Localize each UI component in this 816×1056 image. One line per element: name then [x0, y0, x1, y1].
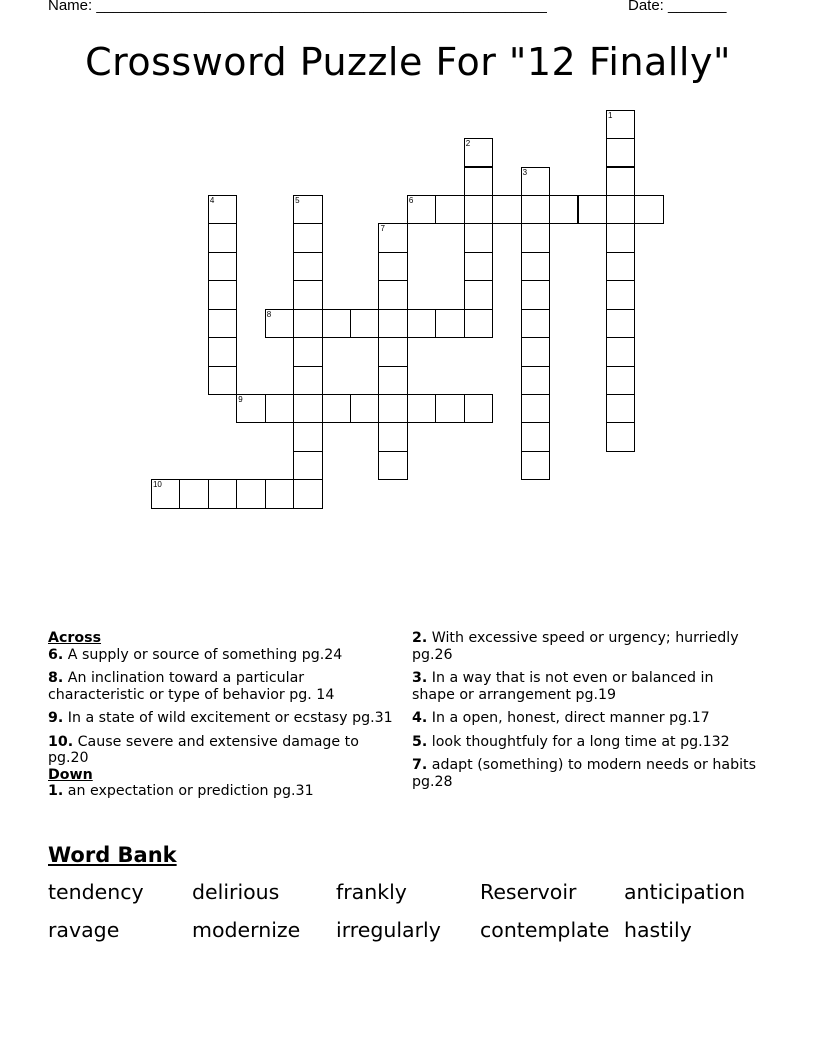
crossword-cell[interactable]	[521, 394, 550, 423]
crossword-cell[interactable]	[236, 394, 265, 423]
clue-text: In a open, honest, direct manner pg.17	[427, 710, 710, 726]
crossword-cell[interactable]	[521, 252, 550, 281]
word-bank-item: modernize	[192, 918, 301, 942]
across-heading: Across	[48, 630, 102, 646]
crossword-cell[interactable]	[464, 280, 493, 309]
clues-right-column	[412, 630, 757, 797]
crossword-cell[interactable]	[464, 252, 493, 281]
crossword-cell[interactable]	[464, 309, 493, 338]
crossword-cell[interactable]	[407, 394, 436, 423]
crossword-cell[interactable]	[521, 195, 550, 224]
crossword-cell[interactable]	[521, 309, 550, 338]
crossword-cell[interactable]	[208, 366, 237, 395]
crossword-cell[interactable]	[606, 110, 635, 139]
crossword-cell[interactable]	[208, 223, 237, 252]
word-bank-item: Reservoir	[480, 880, 577, 904]
crossword-cell[interactable]	[208, 252, 237, 281]
crossword-cell[interactable]	[606, 167, 635, 196]
crossword-cell[interactable]	[464, 394, 493, 423]
crossword-cell[interactable]	[293, 422, 322, 451]
crossword-cell[interactable]	[606, 195, 635, 224]
clue-down-3	[412, 670, 757, 703]
crossword-cell[interactable]	[378, 309, 407, 338]
crossword-cell[interactable]	[179, 479, 208, 508]
crossword-cell[interactable]	[293, 366, 322, 395]
crossword-cell[interactable]	[293, 337, 322, 366]
word-bank	[48, 880, 788, 942]
clue-text: With excessive speed or urgency; hurriedly pg.26	[412, 630, 739, 663]
word-bank-item: delirious	[192, 880, 280, 904]
crossword-cell[interactable]	[322, 394, 351, 423]
crossword-cell[interactable]	[378, 280, 407, 309]
crossword-cell[interactable]	[151, 479, 180, 508]
crossword-cell[interactable]	[606, 138, 635, 167]
down-heading: Down	[48, 766, 93, 783]
crossword-cell[interactable]	[435, 394, 464, 423]
cell-number: 1	[607, 110, 613, 120]
crossword-cell[interactable]	[578, 195, 607, 224]
word-bank-item: tendency	[48, 880, 144, 904]
crossword-cell[interactable]	[464, 167, 493, 196]
clue-down-5	[412, 734, 757, 751]
name-field[interactable]: Name: ______________________________________________________	[48, 0, 547, 14]
crossword-cell[interactable]	[492, 195, 521, 224]
clue-down-7	[412, 757, 757, 790]
clue-number: 1.	[48, 783, 64, 799]
crossword-cell[interactable]	[606, 337, 635, 366]
cell-number: 8	[266, 309, 272, 319]
cell-number: 2	[465, 139, 471, 149]
crossword-cell[interactable]	[208, 280, 237, 309]
cell-number: 10	[152, 480, 162, 490]
clue-text: An inclination toward a particular characteristic or type of behavior pg. 14	[48, 670, 335, 703]
crossword-cell[interactable]	[293, 223, 322, 252]
crossword-cell[interactable]	[350, 309, 379, 338]
clues-left-column	[48, 630, 393, 807]
word-bank-item: anticipation	[624, 880, 746, 904]
crossword-cell[interactable]	[606, 223, 635, 252]
crossword-cell[interactable]	[208, 337, 237, 366]
word-bank-item: ravage	[48, 918, 120, 942]
clue-number: 9.	[48, 710, 64, 726]
crossword-cell[interactable]	[606, 394, 635, 423]
word-bank-item: frankly	[336, 880, 407, 904]
clue-down-4	[412, 710, 757, 727]
clue-number: 7.	[412, 757, 428, 773]
crossword-cell[interactable]	[322, 309, 351, 338]
clue-number: 2.	[412, 630, 428, 646]
crossword-cell[interactable]	[208, 309, 237, 338]
crossword-cell[interactable]	[407, 195, 436, 224]
crossword-cell[interactable]	[208, 479, 237, 508]
clue-number: 8.	[48, 670, 64, 686]
crossword-cell[interactable]	[378, 252, 407, 281]
clue-across-8	[48, 670, 393, 703]
cell-number: 7	[380, 224, 385, 234]
clue-number: 3.	[412, 670, 428, 686]
crossword-cell[interactable]	[378, 223, 407, 252]
crossword-cell[interactable]	[293, 195, 322, 224]
crossword-cell[interactable]	[521, 422, 550, 451]
cell-number: 6	[408, 195, 414, 205]
crossword-cell[interactable]	[208, 195, 237, 224]
word-bank-item: irregularly	[336, 918, 441, 942]
crossword-cell[interactable]	[378, 337, 407, 366]
crossword-cell[interactable]	[293, 280, 322, 309]
word-bank-item: hastily	[624, 918, 692, 942]
crossword-cell[interactable]	[464, 223, 493, 252]
crossword-cell[interactable]	[407, 309, 436, 338]
crossword-cell[interactable]	[521, 167, 550, 196]
clue-number: 4.	[412, 710, 428, 726]
crossword-cell[interactable]	[606, 280, 635, 309]
crossword-cell[interactable]	[265, 394, 294, 423]
clue-across-10	[48, 734, 393, 767]
crossword-cell[interactable]	[464, 138, 493, 167]
clue-across-6	[48, 647, 393, 664]
clue-down-1	[48, 783, 393, 800]
crossword-cell[interactable]	[521, 366, 550, 395]
crossword-cell[interactable]	[293, 451, 322, 480]
crossword-cell[interactable]	[606, 252, 635, 281]
crossword-cell[interactable]	[435, 195, 464, 224]
clue-across-9	[48, 710, 393, 727]
clue-number: 6.	[48, 646, 64, 663]
clue-text: A supply or source of something pg.24	[63, 646, 343, 663]
clue-text: an expectation or prediction pg.31	[63, 783, 314, 799]
crossword-cell[interactable]	[265, 309, 294, 338]
clue-text: In a way that is not even or balanced in shape or arrangement pg.19	[412, 670, 714, 703]
clue-down-2	[412, 630, 757, 663]
cell-number: 9	[238, 395, 243, 405]
clue-number: 10.	[48, 733, 74, 750]
crossword-cell[interactable]	[378, 366, 407, 395]
clue-number: 5.	[412, 733, 428, 750]
clue-text: In a state of wild excitement or ecstasy pg.31	[63, 710, 393, 726]
crossword-cell[interactable]	[634, 195, 663, 224]
crossword-cell[interactable]	[521, 337, 550, 366]
crossword-cell[interactable]	[606, 422, 635, 451]
crossword-cell[interactable]	[265, 479, 294, 508]
crossword-cell[interactable]	[549, 195, 578, 224]
clue-text: Cause severe and extensive damage to pg.20	[48, 733, 359, 766]
crossword-cell[interactable]	[435, 309, 464, 338]
cell-number: 4	[209, 195, 215, 205]
crossword-cell[interactable]	[378, 422, 407, 451]
crossword-cell[interactable]	[293, 252, 322, 281]
crossword-cell[interactable]	[293, 394, 322, 423]
crossword-cell[interactable]	[521, 280, 550, 309]
crossword-cell[interactable]	[464, 195, 493, 224]
clue-text: adapt (something) to modern needs or habits pg.28	[412, 757, 756, 790]
word-bank-title: Word Bank	[48, 843, 177, 867]
word-bank-item: contemplate	[480, 918, 610, 942]
crossword-cell[interactable]	[521, 223, 550, 252]
cell-number: 3	[522, 167, 528, 177]
crossword-cell[interactable]	[293, 479, 322, 508]
crossword-cell[interactable]	[521, 451, 550, 480]
date-field[interactable]: Date: _______	[628, 0, 727, 14]
cell-number: 5	[295, 195, 300, 205]
page-title: Crossword Puzzle For "12 Finally"	[85, 40, 731, 84]
crossword-cell[interactable]	[378, 394, 407, 423]
crossword-cell[interactable]	[293, 309, 322, 338]
crossword-cell[interactable]	[606, 366, 635, 395]
crossword-cell[interactable]	[606, 309, 635, 338]
crossword-cell[interactable]	[378, 451, 407, 480]
crossword-cell[interactable]	[350, 394, 379, 423]
clue-text: look thoughtfuly for a long time at pg.132	[427, 733, 730, 750]
crossword-cell[interactable]	[236, 479, 265, 508]
